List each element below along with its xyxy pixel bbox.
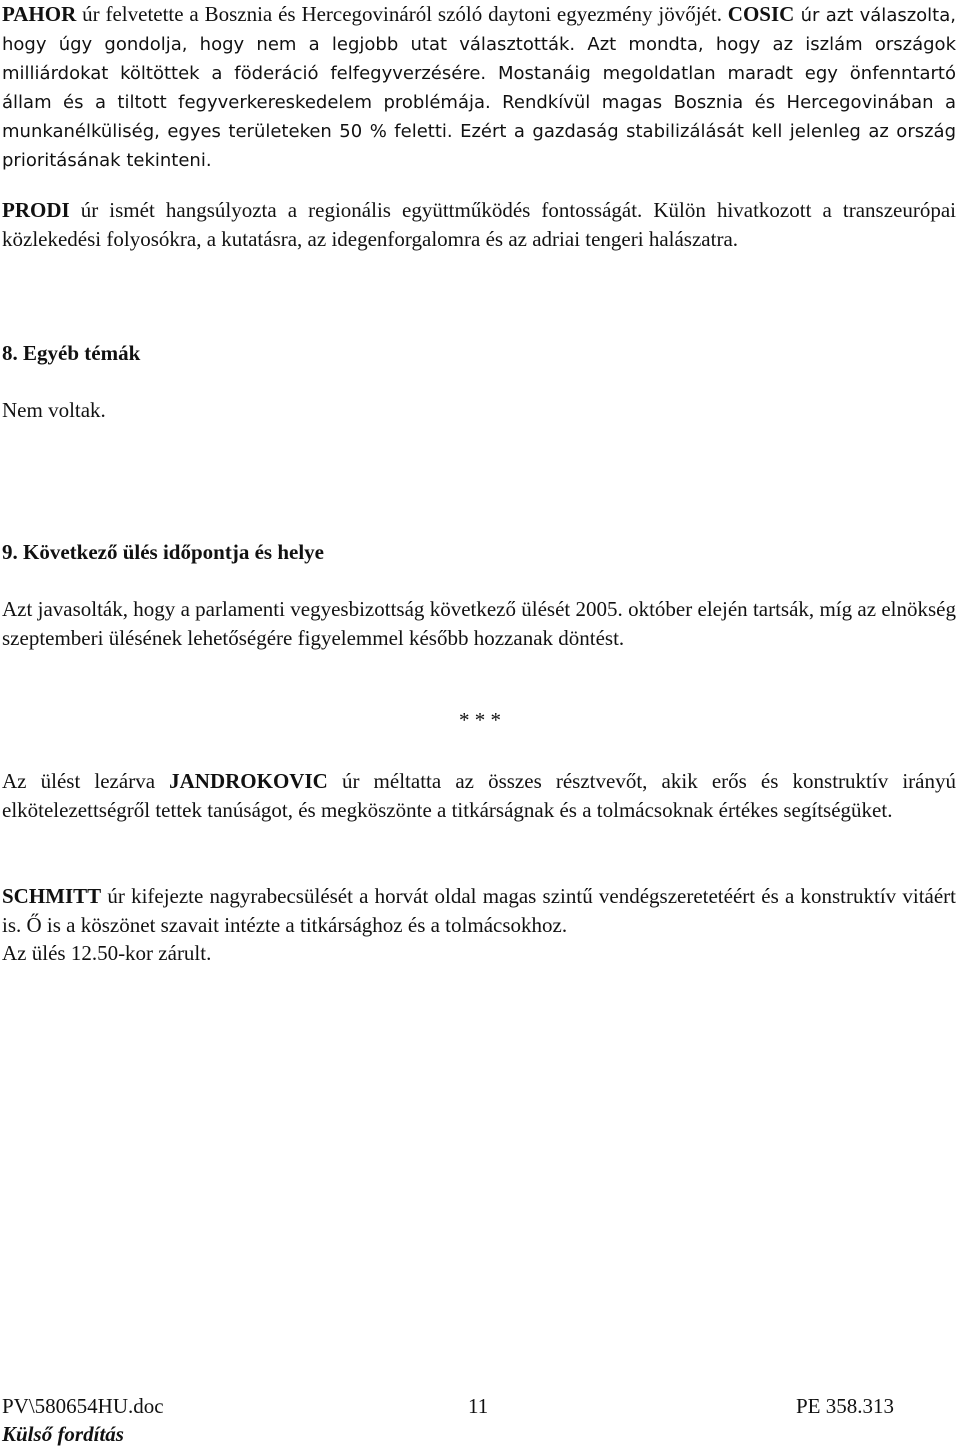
speaker-cosic: COSIC <box>727 2 795 26</box>
paragraph-text: úr kifejezte nagyrabecsülését a horvát oldal magas szintű vendégszeretetéért és a konstruktív vitáért is. Ő is a köszönet szavait intézte a titkársághoz és a tolmácsokhoz. <box>2 884 956 937</box>
paragraph-text: Az ülést lezárva <box>2 769 170 793</box>
paragraph-text: úr felvetette a Bosznia és Hercegovináról szóló daytoni egyezmény jövőjét. <box>76 2 728 26</box>
paragraph-prodi <box>2 196 956 254</box>
speaker-jandrokovic: JANDROKOVIC <box>169 769 328 793</box>
paragraph-schmitt <box>2 882 956 940</box>
footer-pe-ref: PE 358.313 <box>795 1394 894 1418</box>
section-body: Azt javasolták, hogy a parlamenti vegyesbizottság következő ülését 2005. október elején tartsák, míg az elnökség szeptemberi ülésének lehetőségére figyelemmel később hozzanak döntést. <box>2 597 956 650</box>
speaker-prodi: PRODI <box>2 198 70 222</box>
speaker-pahor: PAHOR <box>2 2 77 26</box>
separator: * * * <box>459 708 501 732</box>
paragraph-text: úr ismét hangsúlyozta a regionális együttműködés fontosságát. Külön hivatkozott a transzeurópai közlekedési folyosókra, a kutatásra, az idegenforgalomra és az adriai tengeri halászatra. <box>2 198 956 251</box>
page-footer <box>2 1394 956 1450</box>
section-body: Nem voltak. <box>2 398 106 422</box>
section-heading: 8. Egyéb témák <box>2 341 141 365</box>
paragraph-text: úr méltatta az összes résztvevőt, akik erős és konstruktív irányú elkötelezettségről tettek tanúságot, és megköszönte a titkárságnak és a tolmácsoknak értékes segítségüket. <box>2 769 956 822</box>
paragraph-text: úr azt válaszolta, hogy úgy gondolja, hogy nem a legjobb utat választották. Azt mondta, hogy az iszlám országok milliárdokat költöttek a föderáció felfegyverzésére. Mostanáig megoldatlan maradt egy önfenntartó állam és a tiltott fegyverkereskedelem problémája. Rendkívül magas Bosznia és Hercegovinában a munkanélküliség, egyes területeken 50 % feletti. Ezért a gazdaság stabilizálását kell jelenleg az ország prioritásának tekinteni. <box>2 5 956 171</box>
section-heading: 9. Következő ülés időpontja és helye <box>2 540 324 564</box>
closing-line: Az ülés 12.50-kor zárult. <box>2 941 212 965</box>
paragraph-pahor-cosic <box>2 0 956 175</box>
page-number: 11 <box>468 1394 489 1418</box>
footer-translation-note: Külső fordítás <box>2 1422 124 1446</box>
speaker-schmitt: SCHMITT <box>2 884 102 908</box>
footer-doc-ref: PV\580654HU.doc <box>2 1394 164 1418</box>
paragraph-closing <box>2 767 956 825</box>
